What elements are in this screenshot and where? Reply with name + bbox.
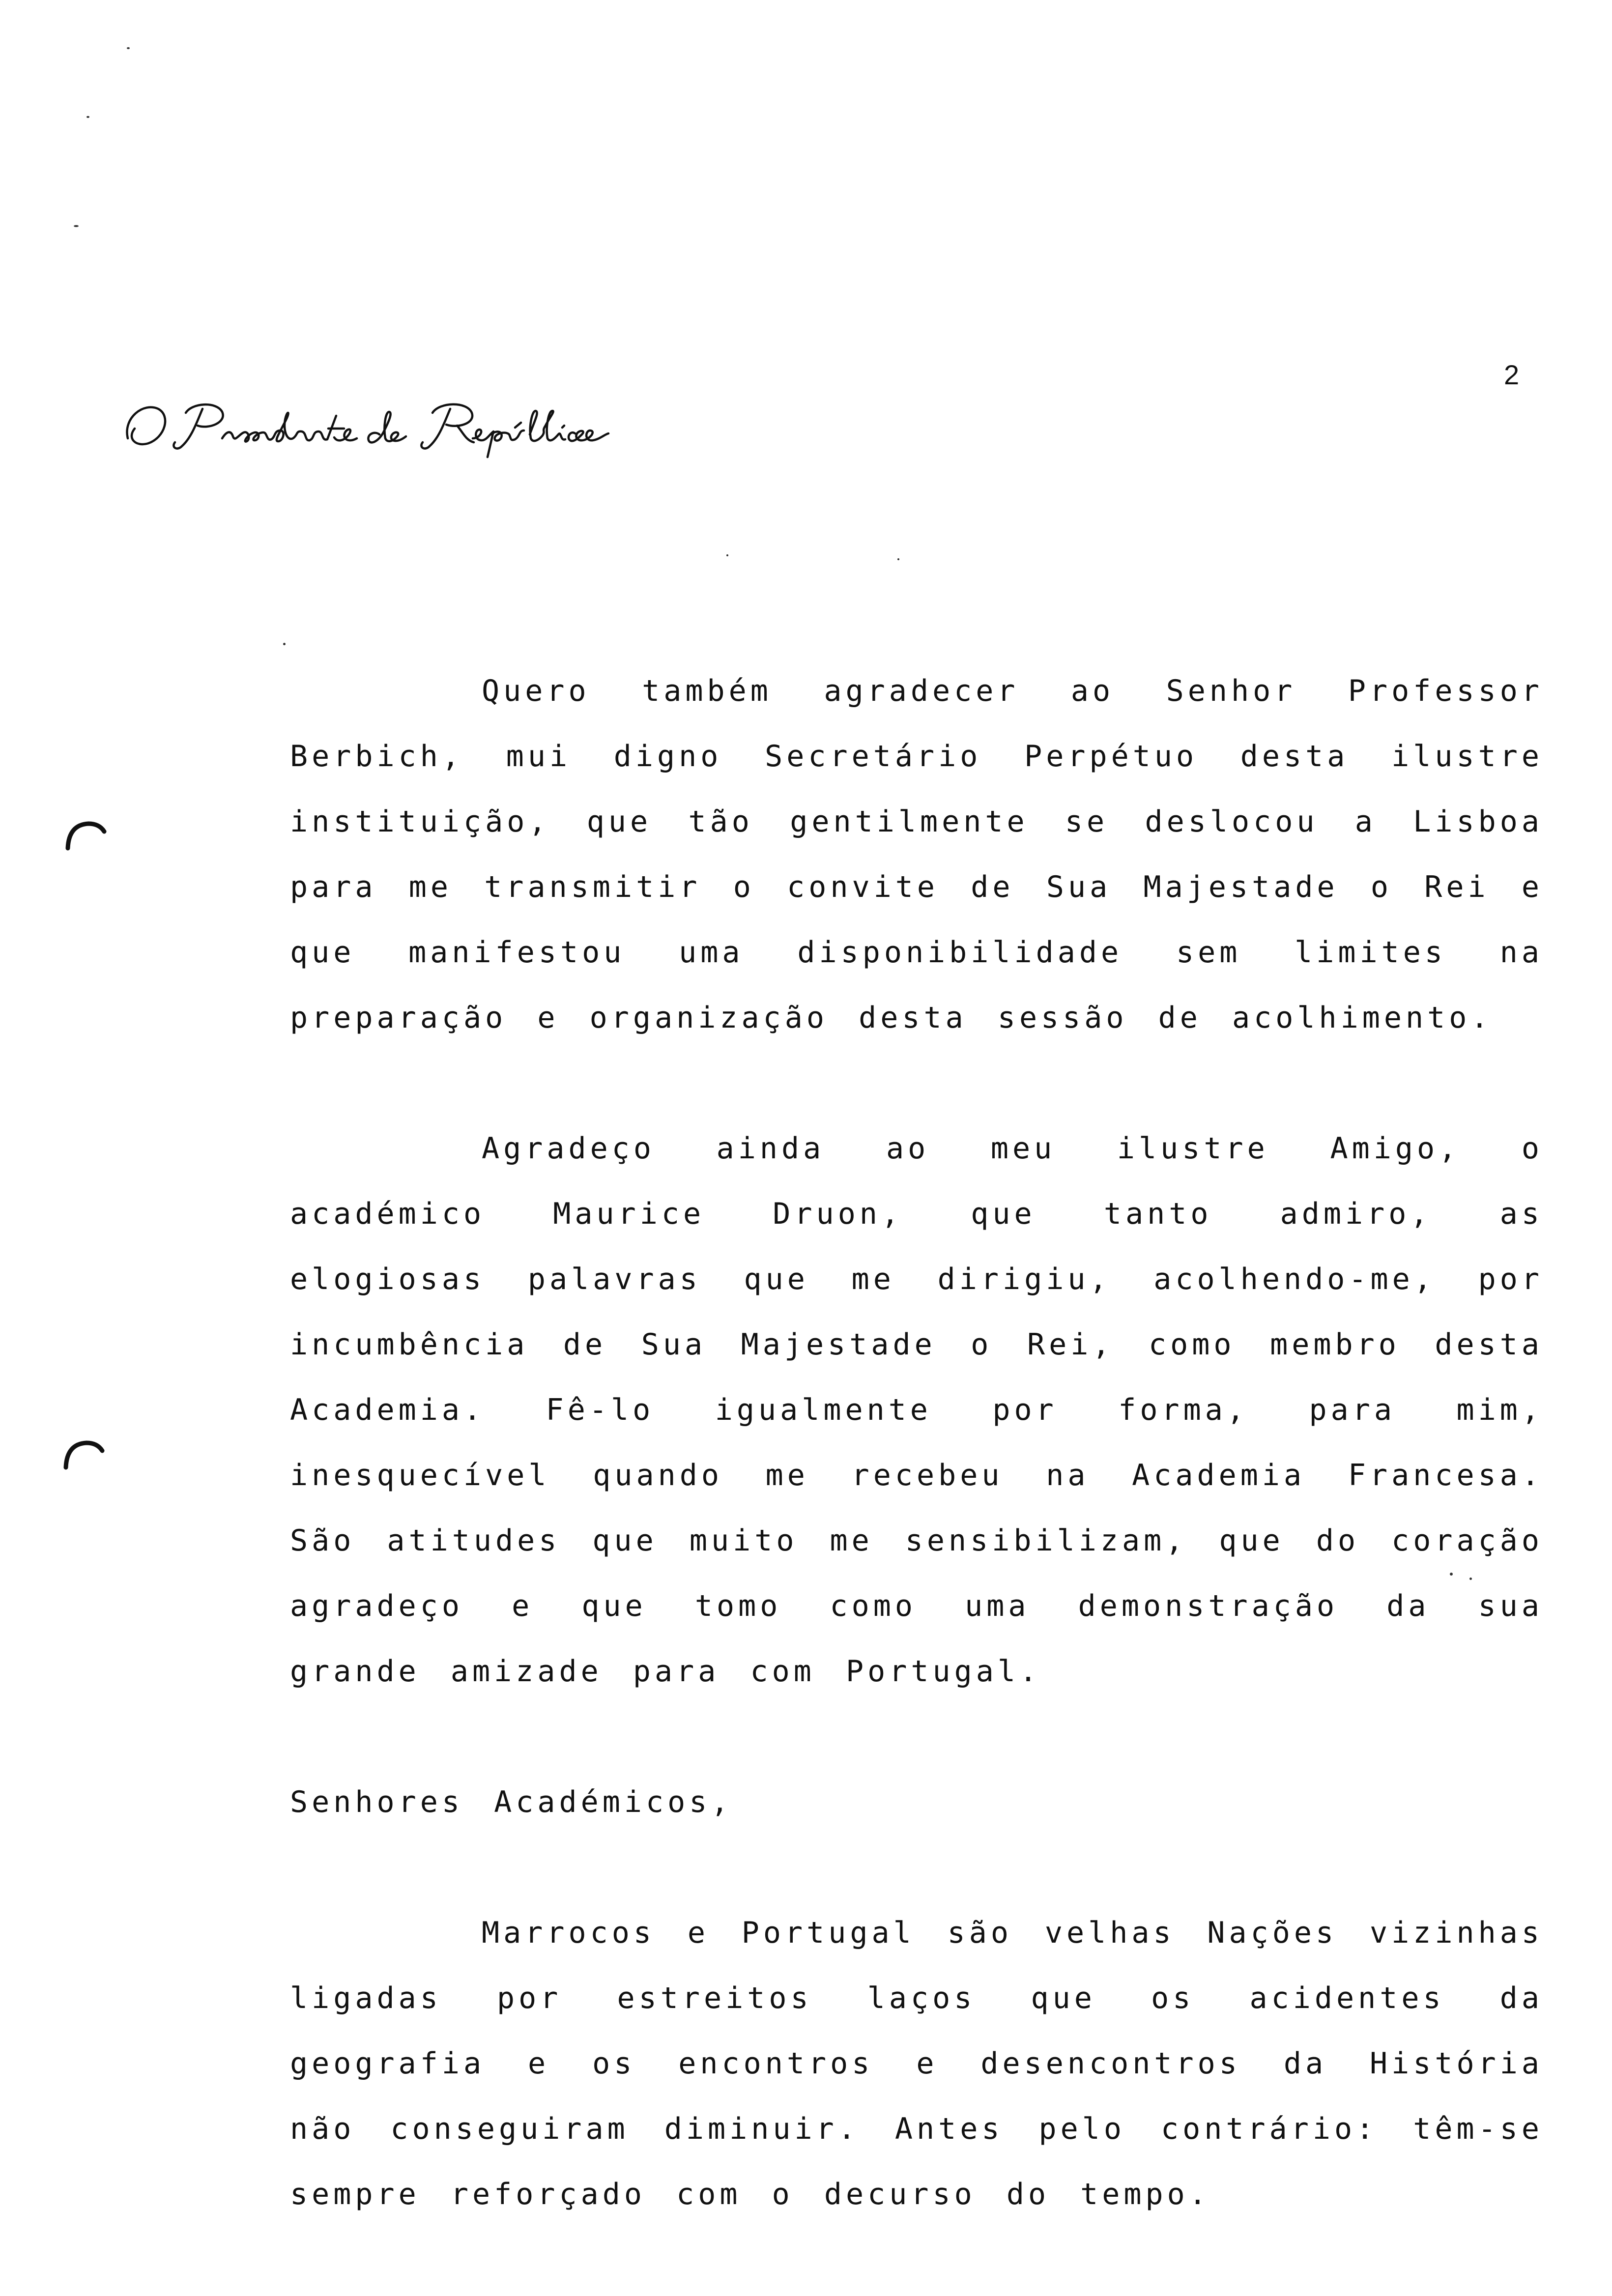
- scan-speck: [86, 116, 89, 118]
- punch-hole-mark: [61, 1433, 105, 1477]
- salutation: Senhores Académicos,: [290, 1785, 733, 1819]
- paragraph-thanks-druon: Agradeço ainda ao meu ilustre Amigo, o académico Maurice Druon, que tanto admiro, as elogiosas palavras que me dirigiu, acolhendo-me, por incumbência de Sua Majestade o Rei, como membro desta Academia. Fê-lo igualmente por forma, para mim, inesquecível quando me recebeu na Academia Francesa. São atitudes que muito me sensibilizam, que do coração agradeço e que tomo como uma demonstração da sua grande amizade para com Portugal.: [290, 1131, 1543, 1689]
- letterhead-script-logo: [118, 383, 718, 472]
- scan-speck: [127, 47, 130, 49]
- letter-body: [290, 659, 1543, 2227]
- page-number: 2: [1504, 359, 1520, 390]
- scan-speck: [74, 225, 79, 227]
- paragraph-marrocos-portugal: Marrocos e Portugal são velhas Nações vizinhas ligadas por estreitos laços que os acidentes da geografia e os encontros e desencontros da História não conseguiram diminuir. Antes pelo contrário: têm-se sempre reforçado com o decurso do tempo.: [290, 1916, 1543, 2211]
- scan-speck: [897, 558, 899, 560]
- scan-speck: [726, 554, 728, 556]
- punch-hole-mark: [63, 814, 107, 858]
- scan-speck: [283, 643, 286, 645]
- letterhead-title: [118, 383, 718, 472]
- paragraph-thanks-secretary: Quero também agradecer ao Senhor Professor Berbich, mui digno Secretário Perpétuo desta ilustre instituição, que tão gentilmente se deslocou a Lisboa para me transmitir o convite de Sua Majestade o Rei e que manifestou uma disponibilidade sem limites na preparação e organização desta sessão de acolhimento.: [290, 674, 1543, 1035]
